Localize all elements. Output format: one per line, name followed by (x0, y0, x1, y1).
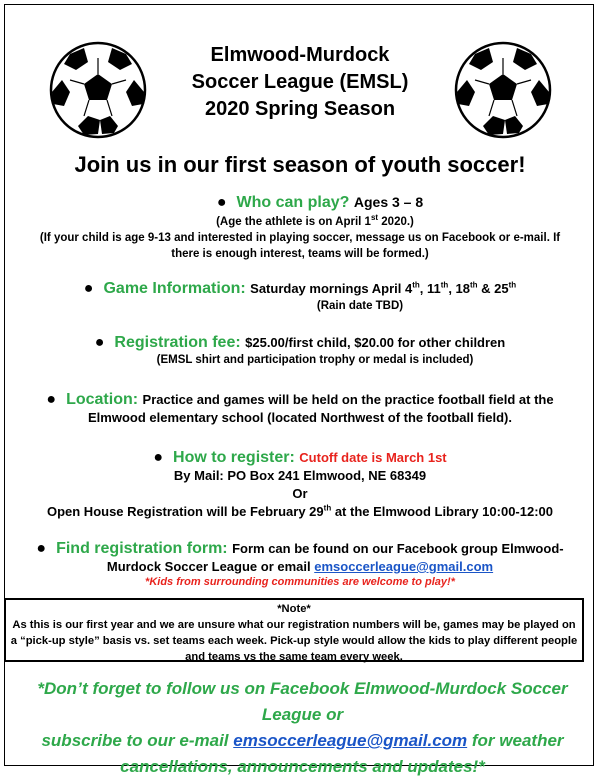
who-label: Who can play? (236, 194, 350, 211)
form-line1: Form can be found on our Facebook group Elmwood- (232, 541, 564, 556)
older-kids-note: (If your child is age 9-13 and interested in playing soccer, message us on Facebook or e-mail. If (39, 232, 561, 244)
register-label: How to register: (173, 449, 295, 466)
note-box (4, 598, 584, 662)
older-kids-note-2: there is enough interest, teams will be formed.) (171, 248, 429, 260)
email-link[interactable]: emsoccerleague@gmail.com (314, 559, 494, 574)
title-line: Elmwood-Murdock (210, 44, 390, 66)
open-house: Open House Registration will be February 29th at the Elmwood Library 10:00-12:00 (46, 503, 554, 519)
form-line2: Murdock Soccer League or email (106, 559, 311, 574)
game-section (0, 280, 600, 314)
bullet-icon: ● (153, 449, 164, 466)
location-label: Location: (66, 391, 139, 408)
fee-value: $25.00/first child, $20.00 for other children (245, 335, 506, 350)
bullet-icon: ● (46, 391, 57, 408)
mail-address: By Mail: PO Box 241 Elmwood, NE 68349 (173, 468, 427, 483)
location-line1: Practice and games will be held on the practice football field at the (142, 392, 554, 407)
follow-message (30, 676, 575, 780)
page-title (150, 42, 450, 123)
follow-line: cancellations, announcements and updates!* (120, 757, 485, 776)
soccer-ball-icon (453, 40, 553, 140)
game-label: Game Information: (103, 280, 246, 297)
age-note: (Age the athlete is on April 1st 2020.) (216, 213, 414, 228)
kids-welcome: *Kids from surrounding communities are welcome to play!* (145, 576, 455, 588)
note-line: As this is our first year and we are unsure what our registration numbers will be, games may be played on (12, 619, 576, 631)
bullet-icon: ● (216, 194, 227, 211)
email-link[interactable]: emsoccerleague@gmail.com (233, 731, 468, 750)
bullet-icon: ● (83, 280, 94, 297)
bullet-icon: ● (94, 334, 105, 351)
note-heading: *Note* (277, 603, 311, 615)
or-separator: Or (292, 486, 308, 501)
follow-line: subscribe to our e-mail emsoccerleague@gmail.com for weather (41, 731, 564, 750)
who-value: Ages 3 – 8 (353, 194, 424, 210)
rain-date: (Rain date TBD) (316, 300, 404, 312)
form-section (0, 540, 600, 588)
register-section (0, 449, 600, 521)
cutoff-date: Cutoff date is March 1st (299, 450, 447, 465)
headline: Join us in our first season of youth soccer! (74, 152, 526, 177)
title-line: Soccer League (EMSL) (191, 71, 409, 93)
follow-line: *Don’t forget to follow us on Facebook Elmwood-Murdock Soccer League or (37, 679, 568, 724)
soccer-ball-icon (48, 40, 148, 140)
note-line: and teams vs the same team every week. (185, 651, 403, 663)
bullet-icon: ● (36, 540, 47, 557)
location-line2: Elmwood elementary school (located Northwest of the football field). (88, 410, 512, 425)
fee-note: (EMSL shirt and participation trophy or medal is included) (156, 354, 474, 366)
game-dates: Saturday mornings April 4th, 11th, 18th & 25th (250, 280, 517, 296)
location-section (0, 391, 600, 427)
fee-label: Registration fee: (114, 334, 241, 351)
form-label: Find registration form: (56, 540, 228, 557)
title-line: 2020 Spring Season (204, 98, 396, 120)
fee-section (0, 334, 600, 368)
who-section (0, 193, 600, 262)
note-line: a “pick-up style” basis vs. set teams each week. Pick-up style would allow the kids to play different people (10, 635, 578, 647)
